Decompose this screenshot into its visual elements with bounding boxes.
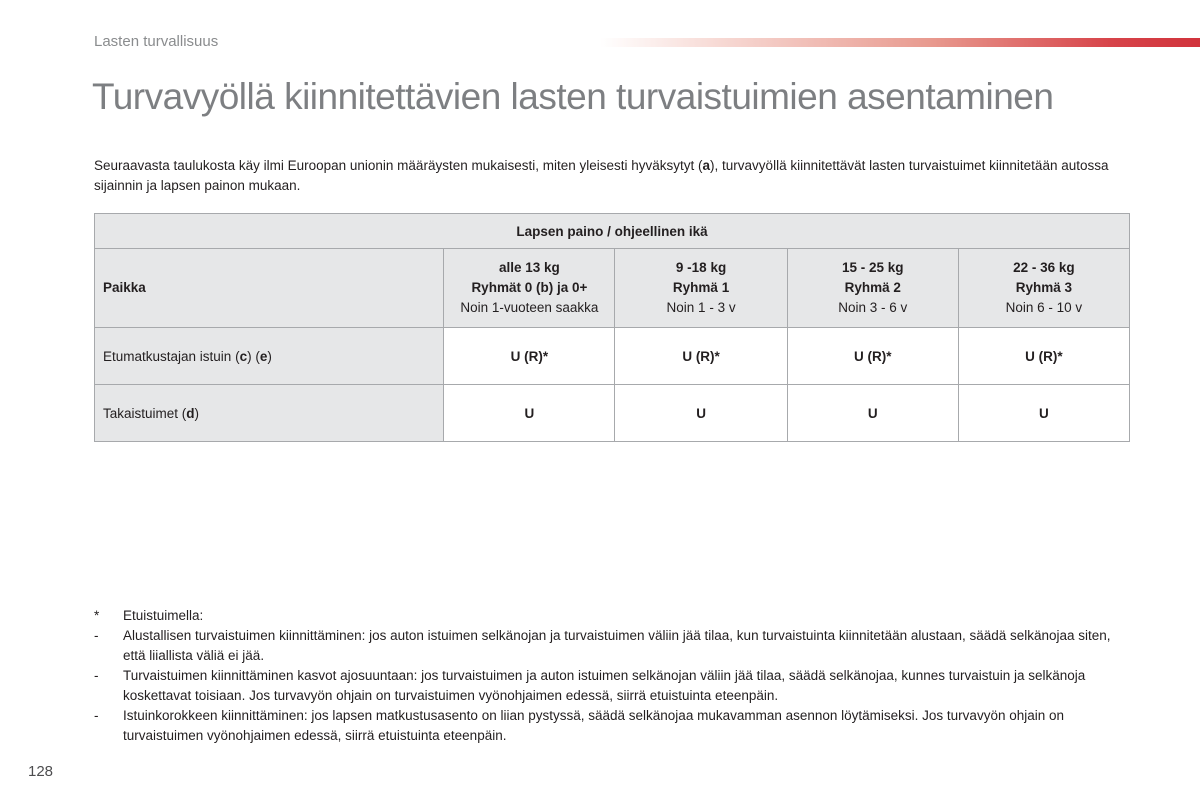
- place-ref: d: [186, 405, 195, 421]
- column-group: Ryhmät 0 (b) ja 0+: [471, 280, 588, 295]
- table-cell: U (R)*: [444, 328, 615, 385]
- column-header: [615, 249, 787, 328]
- column-group: Ryhmä 3: [1015, 280, 1073, 295]
- child-seat-table: [94, 213, 1130, 442]
- place-text: Takaistuimet (: [103, 405, 187, 421]
- place-header: Paikka: [95, 249, 444, 328]
- row-place-front: [95, 328, 444, 385]
- column-weight: 15 - 25 kg: [841, 260, 904, 275]
- column-header: [787, 249, 958, 328]
- table-header-row: [95, 249, 1130, 328]
- place-ref: c: [239, 348, 248, 364]
- footnote-text: Etuistuimella:: [123, 608, 204, 623]
- footnote: [94, 626, 1130, 666]
- page-title: Turvavyöllä kiinnitettävien lasten turvaistuimien asentaminen: [92, 76, 1054, 117]
- place-text: Etumatkustajan istuin (: [103, 348, 240, 364]
- footnotes: [94, 606, 1130, 746]
- table-band-row: [95, 214, 1130, 249]
- section-label: Lasten turvallisuus: [94, 33, 219, 50]
- footnote: [94, 666, 1130, 706]
- place-text: ): [267, 348, 272, 364]
- footnote: [94, 706, 1130, 746]
- column-weight: 9 -18 kg: [675, 260, 727, 275]
- column-age: Noin 6 - 10 v: [1005, 300, 1083, 315]
- place-text: ): [194, 405, 200, 421]
- table-row: [95, 385, 1130, 442]
- footnote-mark: -: [94, 628, 99, 643]
- column-age: Noin 3 - 6 v: [838, 300, 908, 315]
- column-group: Ryhmä 1: [672, 280, 730, 295]
- table-cell: U (R)*: [787, 328, 958, 385]
- column-age: Noin 1-vuoteen saakka: [460, 300, 599, 315]
- footnote-text: Alustallisen turvaistuimen kiinnittäminen: jos auton istuimen selkänojan ja turvaistuimen väliin jää tilaa, kun turvaistuinta kiinnitetään alustaan, säädä selkänojaa siten, että liiallista väliä ei jää.: [123, 628, 1111, 663]
- footnote-mark: *: [94, 608, 100, 623]
- place-text: ) (: [247, 348, 260, 364]
- column-weight: alle 13 kg: [499, 260, 560, 275]
- table-cell: U (R)*: [615, 328, 787, 385]
- column-header: [444, 249, 615, 328]
- column-header: [958, 249, 1129, 328]
- footnote-text: Istuinkorokkeen kiinnittäminen: jos lapsen matkustusasento on liian pystyssä, säädä selkänojaa mukavamman asennon löytämiseksi. Jos turvavyön ohjain on turvaistuimen vyönohjaimen edessä, siirrä etuistuinta eteenpäin.: [123, 708, 1065, 743]
- intro-ref-a: a: [702, 158, 711, 173]
- table-cell: U (R)*: [958, 328, 1129, 385]
- column-group: Ryhmä 2: [844, 280, 901, 295]
- place-ref: e: [259, 348, 268, 364]
- row-place-rear: [95, 385, 444, 442]
- table-cell: U: [958, 385, 1129, 442]
- page-number: 128: [28, 763, 54, 780]
- band-header: Lapsen paino / ohjeellinen ikä: [95, 214, 1130, 249]
- footnote-mark: -: [94, 668, 99, 683]
- intro-text-1: Seuraavasta taulukosta käy ilmi Euroopan unionin määräysten mukaisesti, miten yleisesti hyväksytyt (: [94, 158, 703, 173]
- column-weight: 22 - 36 kg: [1013, 260, 1075, 275]
- table-cell: U: [615, 385, 787, 442]
- footnote: [94, 606, 1130, 626]
- intro-text-2: ), turvavyöllä kiinnitettävät lasten turvaistuimet kiinnitetään autossa sijainnin ja lapsen painon mukaan.: [94, 158, 1109, 193]
- column-age: Noin 1 - 3 v: [666, 300, 736, 315]
- header-accent-bar: [600, 38, 1200, 47]
- footnote-text: Turvaistuimen kiinnittäminen kasvot ajosuuntaan: jos turvaistuimen ja auton istuimen selkänojan väliin jää tilaa, säädä selkänojaa, kunnes turvaistuin ja selkänoja koskettavat toisiaan. Jos turvavyön ohjain on turvaistuimen vyönohjaimen edessä, siirrä etuistuinta eteenpäin.: [123, 668, 1086, 703]
- table-row: [95, 328, 1130, 385]
- footnote-mark: -: [94, 708, 99, 723]
- table-cell: U: [444, 385, 615, 442]
- intro-paragraph: [94, 156, 1124, 196]
- table-cell: U: [787, 385, 958, 442]
